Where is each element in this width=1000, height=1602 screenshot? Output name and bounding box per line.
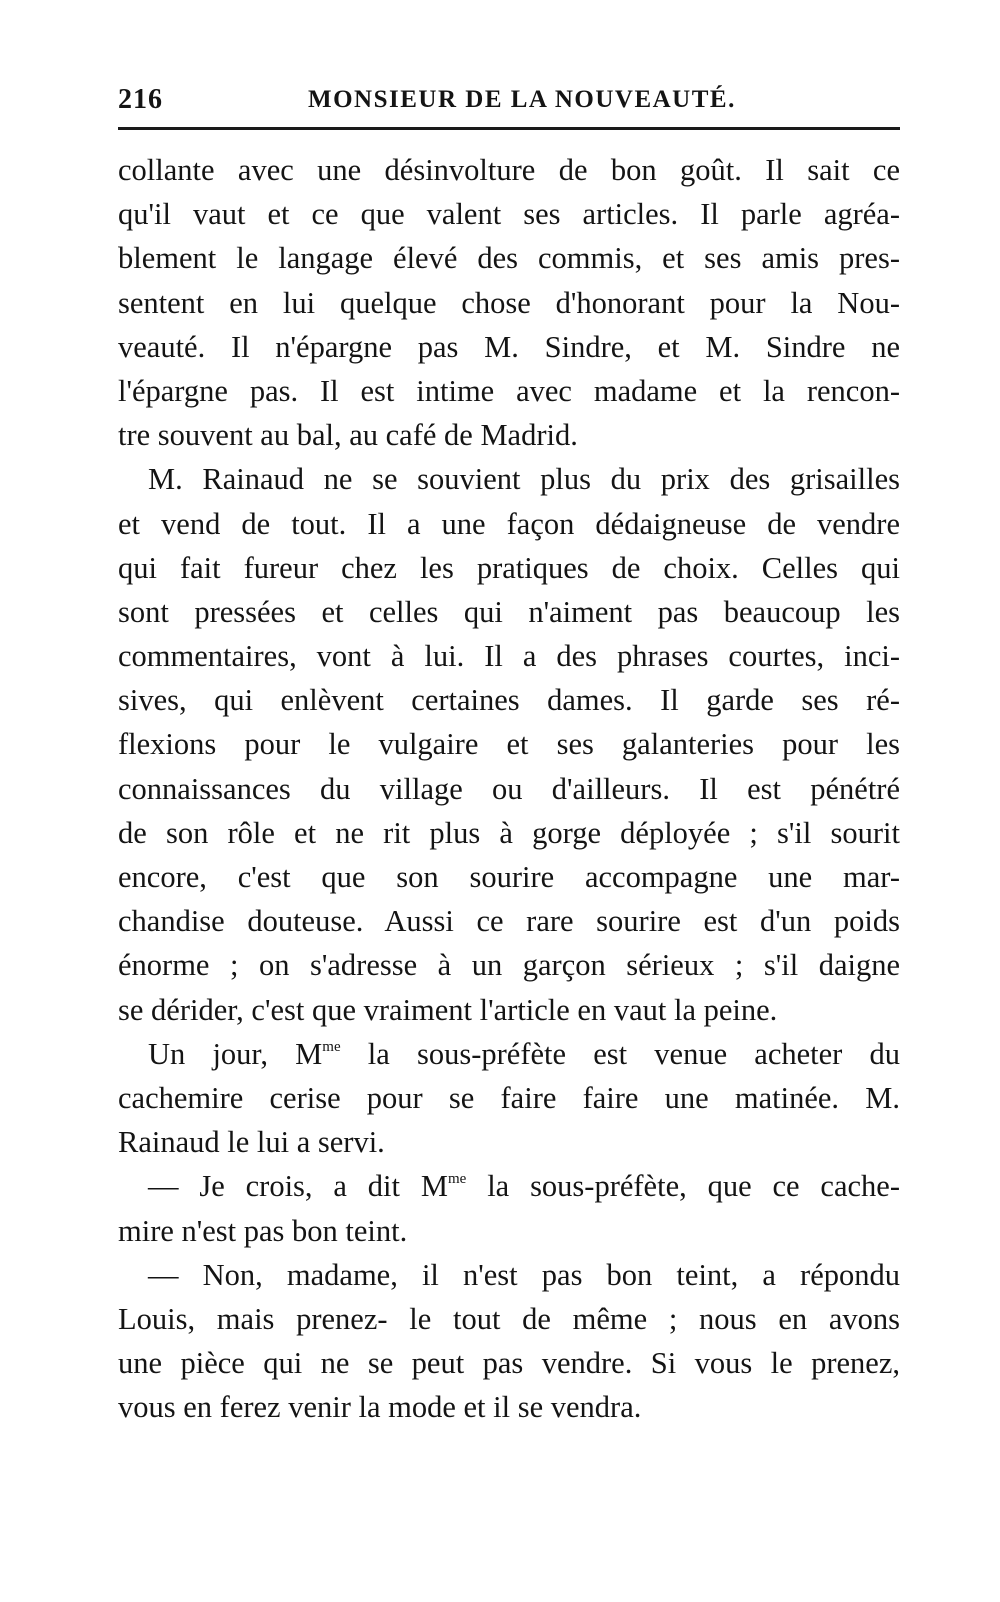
page-number: 216 <box>118 84 163 115</box>
body-text <box>118 148 900 1429</box>
text-line: vous en ferez venir la mode et il se vendra. <box>118 1390 642 1425</box>
text-line: collante avec une désinvolture de bon goût. Il sait ce <box>118 153 900 187</box>
text-fragment: — Je crois, a dit M <box>148 1169 448 1204</box>
text-line: M. Rainaud ne se souvient plus du prix des grisailles <box>148 462 900 497</box>
text-fragment: la sous-préfète est venue acheter du <box>340 1036 900 1071</box>
superscript-abbreviation: me <box>448 1171 467 1188</box>
text-line: connaissances du village ou d'ailleurs. Il est pénétré <box>118 771 900 806</box>
text-line: une pièce qui ne se peut pas vendre. Si vous le prenez, <box>118 1346 900 1381</box>
text-line: veauté. Il n'épargne pas M. Sindre, et M. Sindre ne <box>118 329 900 364</box>
text-line: Louis, mais prenez- le tout de même ; nous en avons <box>118 1301 900 1336</box>
text-line: sentent en lui quelque chose d'honorant pour la Nou- <box>118 285 900 320</box>
running-title: MONSIEUR DE LA NOUVEAUTÉ. <box>308 86 736 113</box>
text-line: de son rôle et ne rit plus à gorge déployée ; s'il sourit <box>118 815 900 850</box>
text-line: qu'il vaut et ce que valent ses articles. Il parle agréa- <box>118 197 900 232</box>
text-line: sont pressées et celles qui n'aiment pas beaucoup les <box>118 594 900 629</box>
text-line: blement le langage élevé des commis, et ses amis pres- <box>118 241 900 276</box>
text-line: se dérider, c'est que vraiment l'article en vaut la peine. <box>118 992 778 1027</box>
text-line: chandise douteuse. Aussi ce rare sourire est d'un poids <box>118 904 900 939</box>
text-line: cachemire cerise pour se faire faire une matinée. M. <box>118 1080 900 1115</box>
text-line: sives, qui enlèvent certaines dames. Il garde ses ré- <box>118 683 900 718</box>
text-line: commentaires, vont à lui. Il a des phrases courtes, inci- <box>118 639 900 674</box>
text-line: mire n'est pas bon teint. <box>118 1213 408 1248</box>
header-rule <box>118 127 900 130</box>
text-line: Rainaud le lui a servi. <box>118 1125 385 1160</box>
text-line: énorme ; on s'adresse à un garçon sérieux ; s'il daigne <box>118 948 900 983</box>
text-fragment: la sous-préfète, que ce cache- <box>466 1169 900 1204</box>
text-line <box>118 1164 900 1208</box>
text-line: qui fait fureur chez les pratiques de choix. Celles qui <box>118 550 900 585</box>
text-line: encore, c'est que son sourire accompagne une mar- <box>118 860 900 894</box>
text-fragment: Un jour, M <box>148 1036 323 1071</box>
text-line <box>118 1032 900 1076</box>
running-head <box>118 80 900 120</box>
text-line: — Non, madame, il n'est pas bon teint, a répondu <box>148 1257 900 1292</box>
text-line: tre souvent au bal, au café de Madrid. <box>118 418 578 453</box>
text-line: l'épargne pas. Il est intime avec madame et la rencon- <box>118 373 900 408</box>
text-line: et vend de tout. Il a une façon dédaigneuse de vendre <box>118 506 900 541</box>
superscript-abbreviation: me <box>322 1038 341 1055</box>
text-line: flexions pour le vulgaire et ses galanteries pour les <box>118 727 900 762</box>
